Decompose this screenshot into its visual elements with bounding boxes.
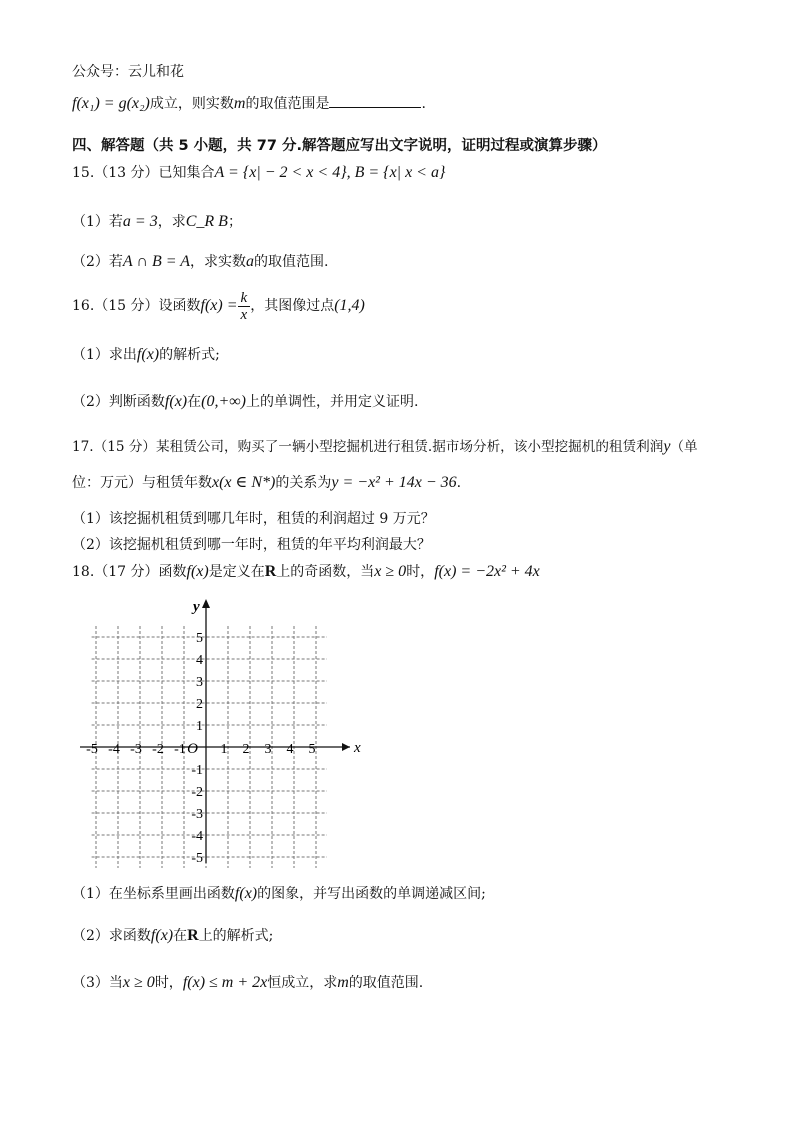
q15-p2-mid: ，求实数 <box>190 254 247 270</box>
section-title: 四、解答题（共 5 小题，共 77 分.解答题应写出文字说明，证明过程或演算步骤） <box>72 138 607 154</box>
q18-stem-R: R <box>264 563 277 580</box>
y-tick-label: 1 <box>196 719 203 734</box>
q18-part1 <box>72 884 486 904</box>
q18-p2-func: f(x) <box>150 927 174 944</box>
q15-p2-pre: （2）若 <box>72 254 123 270</box>
q15-stem <box>72 163 445 183</box>
previous-question-tail <box>72 93 426 114</box>
q15-part2 <box>72 252 328 272</box>
x-axis-arrow <box>342 743 350 751</box>
y-tick-label: 4 <box>196 653 203 668</box>
q17-l1-end: （单 <box>670 439 698 455</box>
y-tick-label: -3 <box>191 807 203 822</box>
y-tick-label: 2 <box>196 697 203 712</box>
q17-line2 <box>72 473 461 493</box>
q16-p2-end: 上的单调性，并用定义证明. <box>245 394 419 410</box>
q18-part2 <box>72 926 273 946</box>
q16-part1 <box>72 345 220 365</box>
q16-stem-text: 16.（15 分）设函数 <box>72 298 201 314</box>
x-tick-label: 3 <box>264 742 272 757</box>
q15-p1-mid: ，求 <box>157 214 186 230</box>
q15-p2-end: 的取值范围. <box>254 254 329 270</box>
q17-line1 <box>72 437 698 457</box>
q18-p2-end: 上的解析式; <box>198 928 274 944</box>
prev-var: m <box>233 95 246 112</box>
q18-p2-R: R <box>187 927 199 944</box>
q17-l1-text: 17.（15 分）某租赁公司，购买了一辆小型挖掘机进行租赁.据市场分析，该小型挖掘机的租赁利润 <box>72 439 664 455</box>
q18-stem-pre: 18.（17 分）函数 <box>72 564 187 580</box>
x-tick-label: 1 <box>220 742 228 757</box>
q18-p3-ineq: f(x) ≤ m + 2x <box>182 974 268 991</box>
prev-tail: 的取值范围是 <box>245 96 330 112</box>
x-axis-label: x <box>354 740 361 756</box>
y-tick-label: 5 <box>196 631 203 646</box>
q15-p2-expr: A ∩ B = A <box>122 253 191 270</box>
q18-p1-pre: （1）在坐标系里画出函数 <box>72 886 235 902</box>
q16-mid: ，其图像过点 <box>250 298 335 314</box>
q16-p1-end: 的解析式; <box>159 347 220 363</box>
x-tick-label: -1 <box>174 742 186 757</box>
y-tick-label: -2 <box>191 785 203 800</box>
prev-end: . <box>421 96 426 112</box>
q18-p2-mid: 在 <box>173 928 188 944</box>
q17-l2-eq: y = −x² + 14x − 36 <box>331 474 457 491</box>
coordinate-grid <box>70 595 370 870</box>
q16-p2-func: f(x) <box>164 393 188 410</box>
q17-l2-pre: 位：万元）与租赁年数 <box>72 475 212 491</box>
q18-stem-mid: 是定义在 <box>208 564 265 580</box>
q16-denominator: x <box>240 306 248 323</box>
q16-stem <box>72 286 365 326</box>
q16-point: (1,4) <box>334 297 365 314</box>
q15-p1-pre: （1）若 <box>72 214 123 230</box>
y-tick-label: -1 <box>191 763 203 778</box>
q18-p3-mid: 时， <box>154 975 183 991</box>
q18-p1-end: 的图象，并写出函数的单调递减区间; <box>257 886 486 902</box>
y-tick-label: 3 <box>196 675 203 690</box>
y-axis-label: y <box>193 599 200 615</box>
q18-p3-pre: （3）当 <box>72 975 123 991</box>
x-tick-label: -3 <box>130 742 142 757</box>
q18-stem-mid2: 上的奇函数，当 <box>276 564 375 580</box>
y-tick-label: -5 <box>191 851 203 866</box>
q17-part2: （2）该挖掘机租赁到哪一年时，租赁的年平均利润最大？ <box>72 537 431 553</box>
q15-p1-eq: a = 3 <box>122 213 158 230</box>
q18-stem-mid3: 时， <box>406 564 435 580</box>
q15-stem-text: 15.（13 分）已知集合 <box>72 165 215 181</box>
y-tick-label: -4 <box>191 829 203 844</box>
q16-p1-func: f(x) <box>136 346 160 363</box>
tick-labels <box>86 599 361 866</box>
q18-part3 <box>72 973 423 993</box>
q15-p1-expr: C_R B <box>185 213 228 230</box>
x-tick-label: 5 <box>308 742 316 757</box>
origin-label: O <box>187 741 198 757</box>
q18-stem <box>72 562 540 582</box>
x-tick-label: -5 <box>86 742 98 757</box>
q16-p2-pre: （2）判断函数 <box>72 394 165 410</box>
q16-func: f(x) = <box>200 297 238 314</box>
x-tick-label: 2 <box>242 742 250 757</box>
account-header: 公众号：云儿和花 <box>72 64 184 80</box>
q17-part1: （1）该挖掘机租赁到哪几年时，租赁的利润超过 9 万元？ <box>72 511 435 527</box>
q15-sets: A = {x| − 2 < x < 4}, B = {x| x < a} <box>214 164 446 181</box>
q16-p1-pre: （1）求出 <box>72 347 137 363</box>
q18-stem-func: f(x) <box>186 563 209 580</box>
q18-p3-var: m <box>337 974 349 991</box>
q16-numerator: k <box>238 290 251 307</box>
x-tick-label: -4 <box>108 742 120 757</box>
axes <box>80 599 350 863</box>
q16-p2-interval: (0,+∞) <box>201 393 246 410</box>
q18-stem-cond: x ≥ 0 <box>374 563 407 580</box>
q18-p3-mid2: 恒成立，求 <box>267 975 338 991</box>
x-tick-label: -2 <box>152 742 164 757</box>
q18-p3-cond: x ≥ 0 <box>122 974 155 991</box>
q17-l2-mid: 的关系为 <box>275 475 332 491</box>
q15-p1-end: ； <box>227 214 242 230</box>
prev-text: 成立，则实数 <box>149 96 234 112</box>
q16-p2-mid: 在 <box>187 394 202 410</box>
q15-p2-var: a <box>246 253 255 270</box>
answer-blank <box>329 93 421 108</box>
x-tick-label: 4 <box>286 742 294 757</box>
q18-stem-eq: f(x) = −2x² + 4x <box>434 563 540 580</box>
y-axis-arrow <box>202 599 210 608</box>
q15-part1 <box>72 212 242 232</box>
prev-formula: f(x₁) = g(x₂) <box>72 95 150 112</box>
q16-part2 <box>72 392 418 412</box>
q17-l2-var: x(x ∈ N*) <box>212 474 276 491</box>
q17-l2-end: . <box>456 475 462 491</box>
q16-fraction <box>238 290 251 323</box>
q18-p2-pre: （2）求函数 <box>72 928 151 944</box>
q18-p3-end: 的取值范围. <box>348 975 424 991</box>
q17-l1-var: y <box>663 438 671 455</box>
q18-p1-func: f(x) <box>234 885 258 902</box>
